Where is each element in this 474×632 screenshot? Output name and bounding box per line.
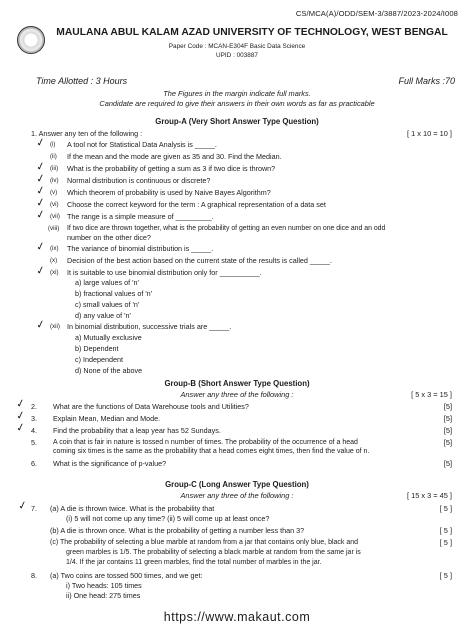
list-item: The variance of binomial distribution is _____. — [67, 244, 214, 253]
item-marks: [5] — [443, 459, 452, 468]
item-number: (ix) — [50, 245, 59, 252]
item-number: (i) — [50, 141, 56, 148]
item-marks: [ 5 ] — [439, 526, 452, 535]
option-item: c) Independent — [75, 355, 123, 364]
item-marks: [5] — [443, 402, 452, 411]
item-marks: [ 5 ] — [439, 504, 452, 513]
item-marks: [ 5 ] — [439, 538, 452, 547]
list-item: A coin that is fair in nature is tossed n number of times. The probability of the occurrence of a head — [53, 439, 358, 446]
handwritten-tick-icon: ✓ — [14, 408, 27, 423]
group-c-marks: [ 15 x 3 = 45 ] — [407, 491, 452, 500]
university-name: MAULANA ABUL KALAM AZAD UNIVERSITY OF TECHNOLOGY, WEST BENGAL — [56, 27, 448, 38]
list-item: green marbles is 1/5. The probability of selecting a black marble at random from the same jar is — [66, 549, 361, 556]
list-item: Find the probability that a leap year has 52 Sundays. — [53, 426, 221, 435]
handwritten-tick-icon: ✓ — [34, 183, 47, 198]
handwritten-tick-icon: ✓ — [34, 317, 47, 332]
list-item: What are the functions of Data Warehouse tools and Utilities? — [53, 402, 249, 411]
question-number: 3. — [31, 414, 37, 423]
item-number: (xii) — [50, 323, 60, 330]
handwritten-tick-icon: ✓ — [34, 239, 47, 254]
option-item: a) large values of 'n' — [75, 278, 139, 287]
handwritten-tick-icon: ✓ — [34, 171, 47, 186]
instruction-2: Candidate are required to give their answers in their own words as far as practicable — [99, 99, 375, 108]
list-item: (b) A die is thrown once. What is the probability of getting a number less than 3? — [50, 526, 305, 535]
question-number: 7. — [31, 504, 37, 513]
option-item: b) fractional values of 'n' — [75, 289, 153, 298]
list-item: (c) The probability of selecting a blue marble at random from a jar that contains only blue, black and — [50, 539, 359, 546]
paper-code-header: CS/MCA(A)/ODD/SEM-3/3887/2023-2024/I008 — [295, 9, 458, 18]
handwritten-tick-icon: ✓ — [34, 135, 47, 150]
group-b-title: Group-B (Short Answer Type Question) — [164, 379, 310, 388]
group-a-marks: [ 1 x 10 = 10 ] — [407, 129, 452, 138]
item-number: (viii) — [48, 225, 60, 232]
list-item: number on the other dice? — [67, 233, 151, 242]
handwritten-tick-icon: ✓ — [34, 207, 47, 222]
option-item: a) Mutually exclusive — [75, 333, 142, 342]
handwritten-tick-icon: ✓ — [14, 420, 27, 435]
time-allotted: Time Allotted : 3 Hours — [36, 76, 128, 86]
item-number: (v) — [50, 189, 58, 196]
list-item: What is the significance of p-value? — [53, 459, 167, 468]
list-item: (a) Two coins are tossed 500 times, and we get: — [50, 571, 203, 580]
item-number: (x) — [50, 257, 58, 264]
group-b-marks: [ 5 x 3 = 15 ] — [411, 390, 452, 399]
list-item: coming six times is the same as the probability that a head comes eight times, then find the value of n. — [53, 448, 370, 455]
list-item: ii) One head: 275 times — [66, 591, 141, 600]
handwritten-tick-icon: ✓ — [34, 195, 47, 210]
item-number: (vii) — [50, 213, 60, 220]
item-marks: [ 5 ] — [439, 571, 452, 580]
source-url-footer: https://www.makaut.com — [163, 610, 311, 624]
question-1: 1. Answer any ten of the following : — [31, 129, 143, 138]
list-item: The range is a simple measure of _________. — [67, 212, 214, 221]
question-number: 5. — [31, 438, 37, 447]
option-item: d) None of the above — [75, 366, 143, 375]
option-item: b) Dependent — [75, 344, 119, 353]
question-number: 4. — [31, 426, 37, 435]
handwritten-tick-icon: ✓ — [16, 498, 29, 513]
question-number: 6. — [31, 459, 37, 468]
item-number: (xi) — [50, 269, 59, 276]
list-item: Explain Mean, Median and Mode. — [53, 414, 161, 423]
item-number: (vi) — [50, 201, 59, 208]
upid: UPID : 003887 — [216, 52, 258, 59]
group-b-instruction: Answer any three of the following : — [180, 390, 294, 399]
handwritten-tick-icon: ✓ — [34, 263, 47, 278]
list-item: Decision of the best action based on the current state of the results is called _____. — [67, 256, 332, 265]
item-marks: [5] — [443, 426, 452, 435]
list-item: (a) A die is thrown twice. What is the probability that — [50, 504, 215, 513]
list-item: In binomial distribution, successive trials are _____. — [67, 322, 232, 331]
list-item: i) Two heads: 105 times — [66, 581, 142, 590]
handwritten-tick-icon: ✓ — [34, 159, 47, 174]
list-item: 1/4. If the jar contains 11 green marbles, find the total number of marbles in the jar. — [66, 559, 322, 566]
question-number: 2. — [31, 402, 37, 411]
group-c-title: Group-C (Long Answer Type Question) — [165, 480, 309, 489]
list-item: Choose the correct keyword for the term : A graphical representation of a data set — [67, 200, 326, 209]
item-marks: [5] — [443, 414, 452, 423]
paper-code: Paper Code : MCAN-E304F Basic Data Science — [168, 43, 306, 50]
list-item: It is suitable to use binomial distribution only for __________. — [67, 268, 262, 277]
item-number: (iv) — [50, 177, 59, 184]
group-c-instruction: Answer any three of the following : — [180, 491, 294, 500]
instruction-1: The Figures in the margin indicate full marks. — [163, 89, 311, 98]
list-item: Which theorem of probability is used by Naive Bayes Algorithm? — [67, 188, 271, 197]
full-marks: Full Marks :70 — [398, 76, 455, 86]
option-item: d) any value of 'n' — [75, 311, 131, 320]
list-item: A tool not for Statistical Data Analysis is _____. — [67, 140, 217, 149]
handwritten-tick-icon: ✓ — [14, 396, 27, 411]
list-item: If two dice are thrown together, what is the probability of getting an even number on one dice and an odd — [67, 225, 386, 232]
list-item: If the mean and the mode are given as 35 and 30. Find the Median. — [67, 152, 282, 161]
list-item: (i) 5 will not come up any time? (ii) 5 will come up at least once? — [66, 514, 270, 523]
question-number: 8. — [31, 571, 37, 580]
list-item: What is the probability of getting a sum as 3 if two dice is thrown? — [67, 164, 276, 173]
list-item: Normal distribution is continuous or discrete? — [67, 176, 211, 185]
item-number: (ii) — [50, 153, 57, 160]
option-item: c) small values of 'n' — [75, 300, 140, 309]
item-marks: [5] — [443, 438, 452, 447]
group-a-title: Group-A (Very Short Answer Type Question) — [155, 117, 319, 126]
item-number: (iii) — [50, 165, 59, 172]
